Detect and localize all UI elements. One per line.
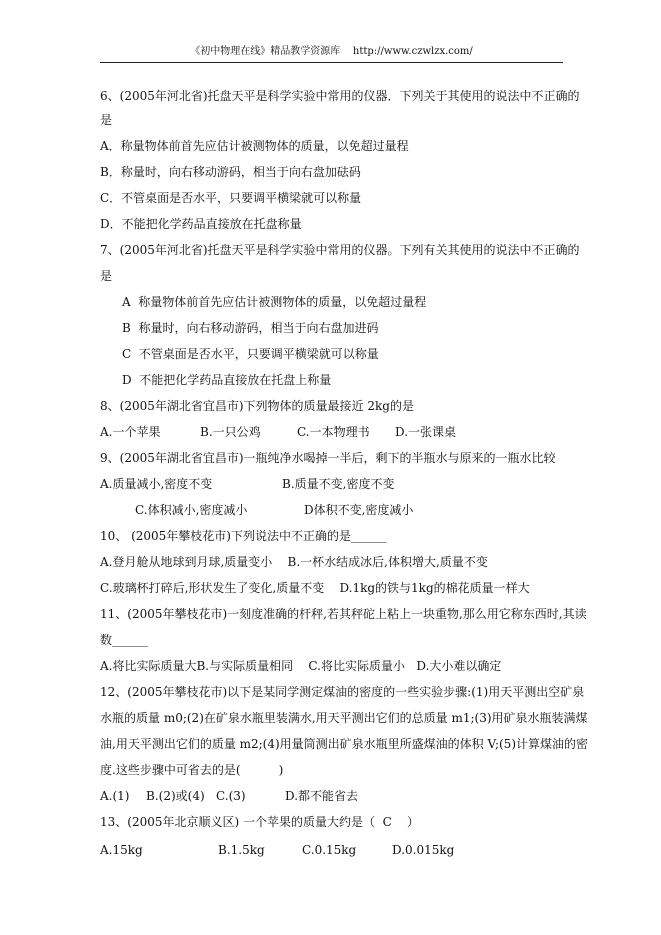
q11-options: A.将比实际质量大B.与实际质量相同 C.将比实际质量小 D.大小难以确定 (100, 659, 502, 673)
q8-stem: 8、(2005年湖北省宜昌市)下列物体的质量最接近 2kg的是 (100, 399, 414, 413)
q13-option-a: A.15kg (100, 843, 143, 857)
q12-option-c: C.(3) (216, 789, 246, 803)
q11-stem-line2: 数______ (100, 633, 149, 647)
q7-option-a: A 称量物体前首先应估计被测物体的质量，以免超过量程 (122, 295, 427, 309)
q10-stem: 10、 (2005年攀枝花市)下列说法中不正确的是______ (100, 529, 387, 543)
q7-option-b: B 称量时，向右移动游码，相当于向右盘加进码 (122, 321, 379, 335)
q12-stem-line1: 12、(2005年攀枝花市)以下是某同学测定煤油的密度的一些实验步骤:(1)用天平测出空矿泉 (100, 685, 585, 699)
q9-option-d: D体积不变,密度减小 (304, 503, 414, 517)
q12-stem-line4: 度.这些步骤中可省去的是( ) (100, 763, 284, 777)
q13-option-d: D.0.015kg (392, 843, 455, 857)
q10-options-ab: A.登月舱从地球到月球,质量变小 B.一杯水结成冰后,体积增大,质量不变 (100, 555, 488, 569)
q7-option-d: D 不能把化学药品直接放在托盘上称量 (122, 373, 332, 387)
q8-option-b: B.一只公鸡 (200, 425, 261, 439)
q12-option-b: B.(2)或(4) (146, 789, 205, 803)
q13-option-b: B.1.5kg (218, 843, 265, 857)
q13-stem: 13、(2005年北京顺义区) 一个苹果的质量大约是（ C ） (100, 815, 420, 829)
q12-option-d: D.都不能省去 (285, 789, 359, 803)
page-header: 《初中物理在线》精品教学资源库 http://www.czwlzx.com/ (100, 42, 563, 63)
q6-option-b: B．称量时，向右移动游码，相当于向右盘加砝码 (100, 165, 361, 179)
q6-option-d: D．不能把化学药品直接放在托盘称量 (100, 217, 302, 231)
q7-stem-line2: 是 (100, 269, 113, 283)
q8-option-a: A.一个苹果 (100, 425, 161, 439)
q8-option-d: D.一张课桌 (395, 425, 457, 439)
q9-stem: 9、(2005年湖北省宜昌市)一瓶纯净水喝掉一半后，剩下的半瓶水与原来的一瓶水比较 (100, 451, 556, 465)
q7-stem-line1: 7、(2005年河北省)托盘天平是科学实验中常用的仪器。下列有关其使用的说法中不正确的 (100, 243, 580, 257)
q6-option-c: C．不管桌面是否水平，只要调平横梁就可以称量 (100, 191, 362, 205)
q6-stem-line1: 6、(2005年河北省)托盘天平是科学实验中常用的仪器．下列关于其使用的说法中不正确的 (100, 89, 580, 103)
q7-option-c: C 不管桌面是否水平，只要调平横梁就可以称量 (122, 347, 379, 361)
q12-stem-line2: 水瓶的质量 m0;(2)在矿泉水瓶里装满水,用天平测出它们的总质量 m1;(3)用矿泉水瓶装满煤 (100, 711, 588, 725)
q10-options-cd: C.玻璃杯打碎后,形状发生了变化,质量不变 D.1kg的铁与1kg的棉花质量一样大 (100, 581, 530, 595)
q9-option-c: C.体积减小,密度减小 (135, 503, 248, 517)
q9-option-b: B.质量不变,密度不变 (282, 477, 395, 491)
q12-option-a: A.(1) (100, 789, 130, 803)
q6-option-a: A．称量物体前首先应估计被测物体的质量，以免超过量程 (100, 139, 409, 153)
q13-option-c: C.0.15kg (302, 843, 357, 857)
q9-option-a: A.质量减小,密度不变 (100, 477, 213, 491)
q11-stem-line1: 11、(2005年攀枝花市)一刻度准确的杆秤,若其秤砣上粘上一块重物,那么用它称东西时,其读 (100, 607, 587, 621)
q6-stem-line2: 是 (100, 113, 113, 127)
q12-stem-line3: 油,用天平测出它们的质量 m2;(4)用量筒测出矿泉水瓶里所盛煤油的体积 V;(5)计算煤油的密 (100, 737, 589, 751)
q8-option-c: C.一本物理书 (297, 425, 370, 439)
